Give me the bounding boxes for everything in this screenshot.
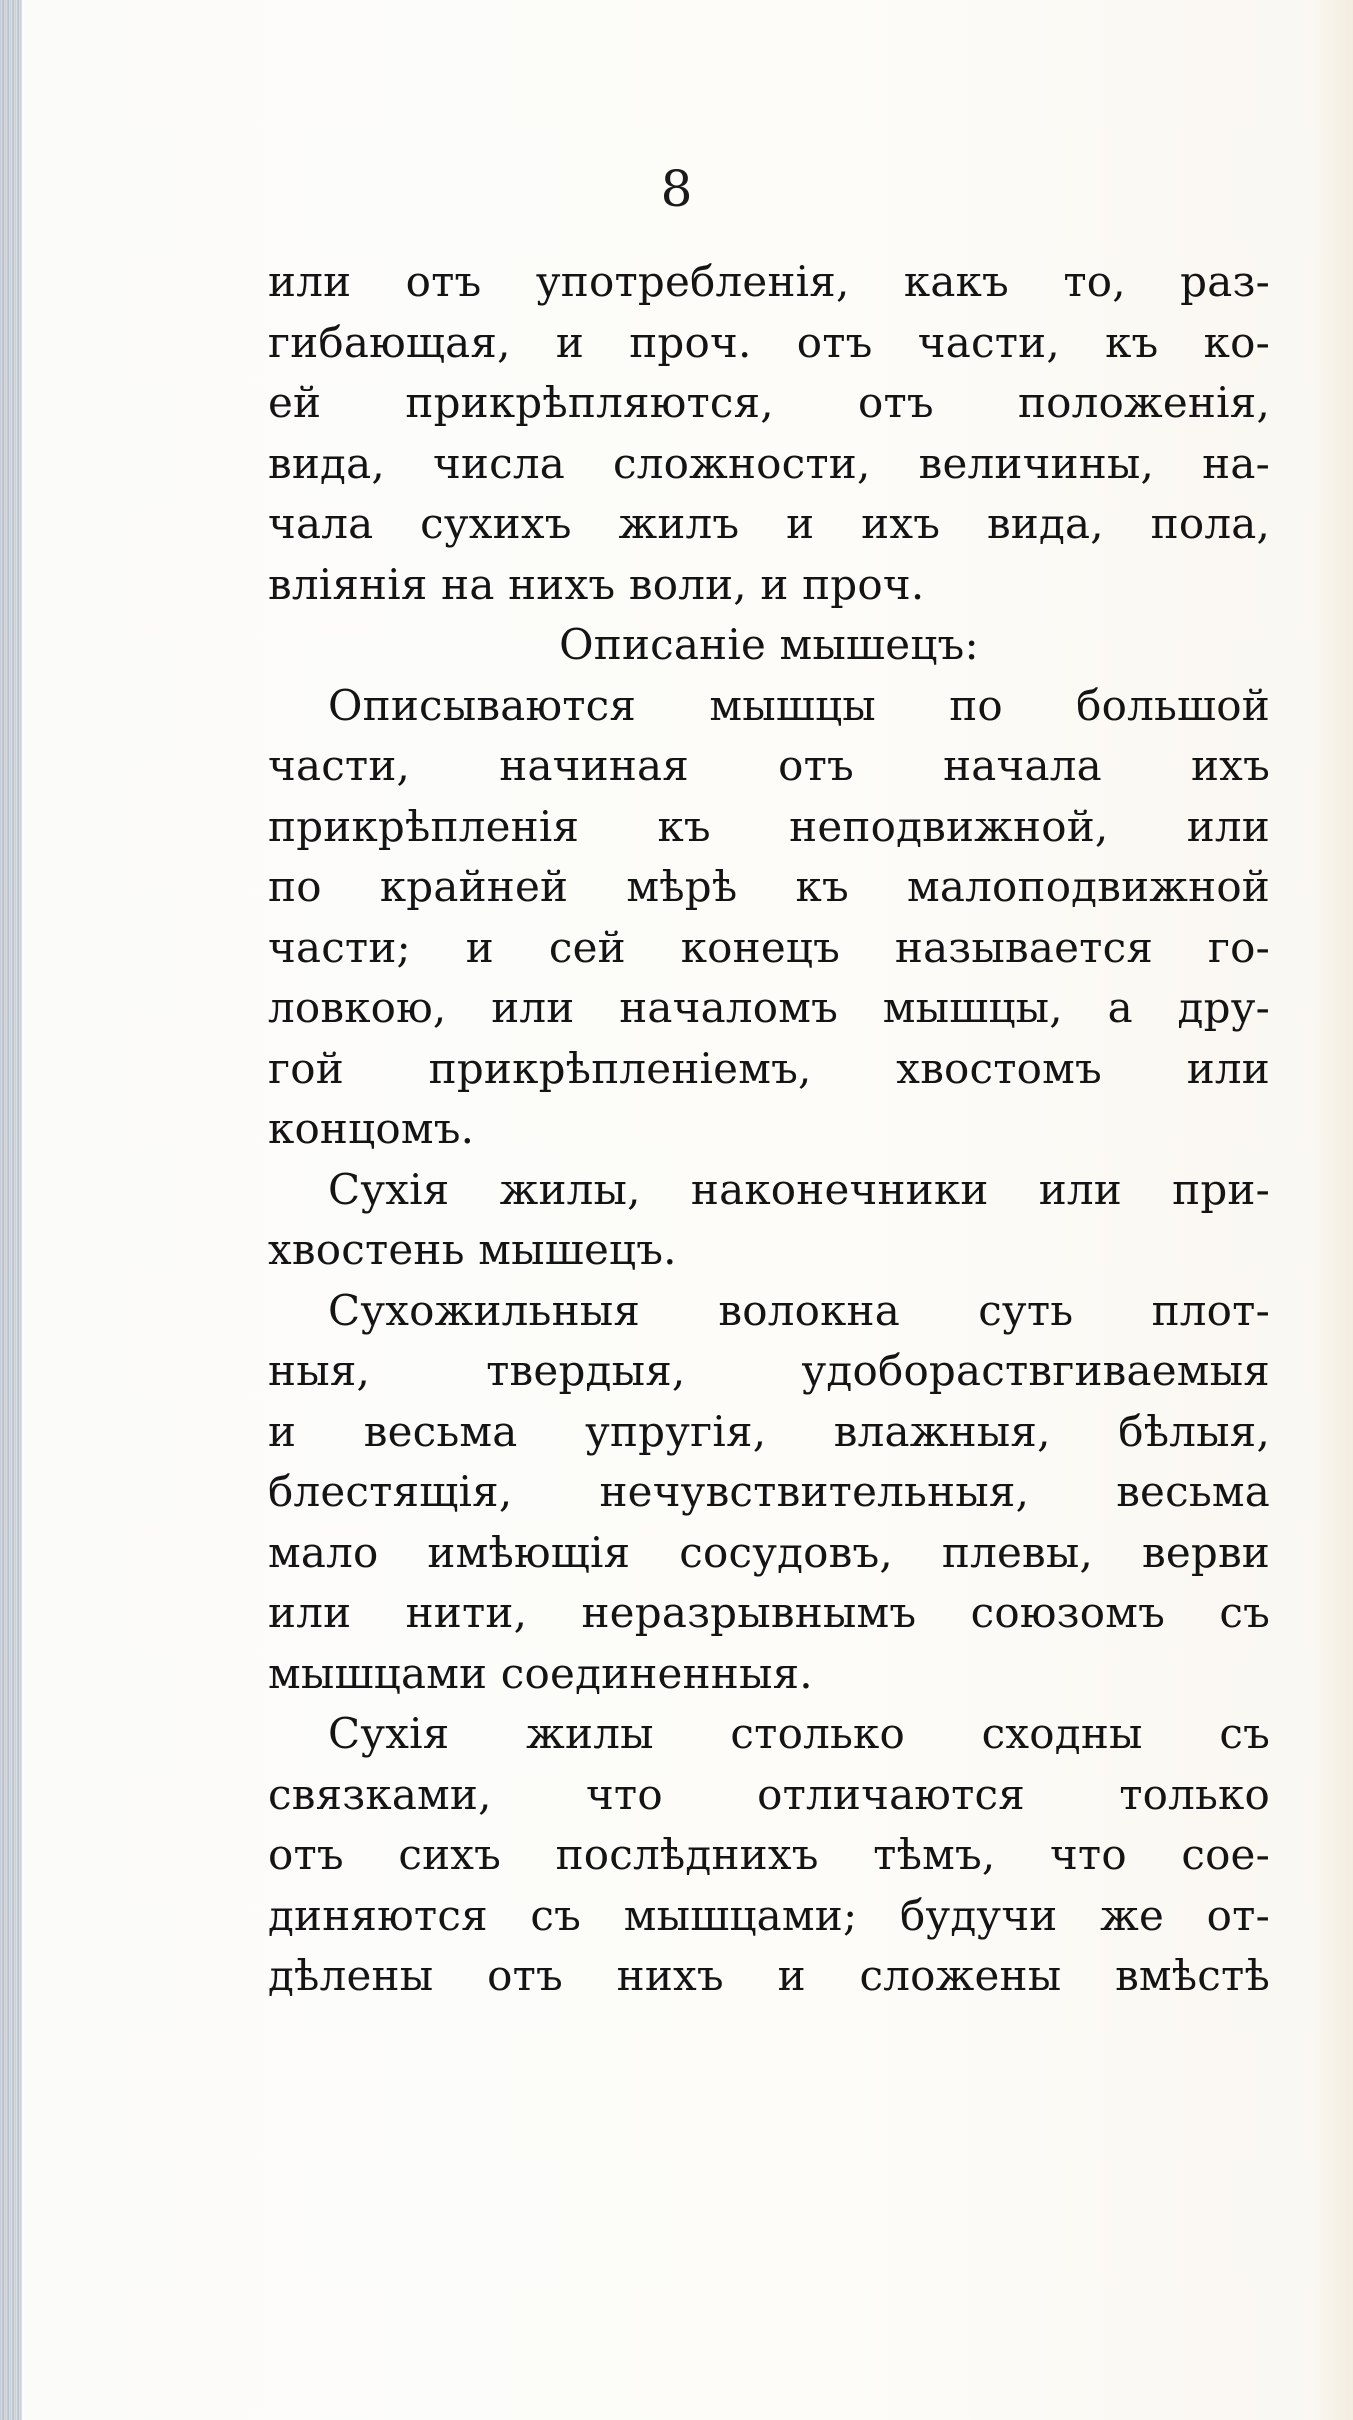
text-line: мышцами соединенныя. — [268, 1648, 813, 1698]
text-line: хвостень мышецъ. — [268, 1225, 677, 1274]
text-line: части, начиная отъ начала ихъ — [268, 741, 1270, 790]
body-text — [268, 252, 1270, 2007]
text-line: и весьма упругія, влажныя, бѣлыя, — [268, 1406, 1270, 1456]
text-line: вида, числа сложности, величины, на- — [268, 438, 1270, 488]
text-line: Описываются мышцы по большой — [328, 680, 1270, 730]
text-line: отъ сихъ послѣднихъ тѣмъ, что сое- — [268, 1830, 1270, 1879]
text-line: гибающая, и проч. отъ части, къ ко- — [268, 317, 1270, 367]
text-line: связками, что отличаются только — [268, 1769, 1270, 1819]
text-line: диняются съ мышцами; будучи же от- — [268, 1890, 1270, 1940]
text-line: гой прикрѣпленіемъ, хвостомъ или — [268, 1043, 1270, 1093]
text-line: или нити, неразрывнымъ союзомъ съ — [268, 1588, 1270, 1637]
text-line: блестящія, нечувствительныя, весьма — [268, 1467, 1270, 1516]
page-number: 8 — [660, 160, 693, 218]
text-line: Сухія жилы столько сходны съ — [328, 1709, 1270, 1758]
page-right-edge — [1313, 0, 1353, 2420]
section-heading: Описаніе мышецъ: — [559, 620, 979, 669]
text-line: вліянія на нихъ воли, и проч. — [268, 559, 925, 609]
text-line: ныя, твердыя, удобораствгиваемыя — [268, 1346, 1270, 1395]
page-spine-edge — [0, 0, 22, 2420]
text-line: Сухожильныя волокна суть плот- — [328, 1285, 1270, 1335]
text-line: дѣлены отъ нихъ и сложены вмѣстѣ — [268, 1951, 1270, 2000]
text-line: концомъ. — [268, 1104, 475, 1153]
text-line: прикрѣпленія къ неподвижной, или — [268, 801, 1270, 851]
text-line: или отъ употребленія, какъ то, раз- — [268, 257, 1270, 306]
text-line: Сухія жилы, наконечники или при- — [328, 1164, 1270, 1214]
text-line: части; и сей конецъ называется го- — [268, 922, 1270, 972]
text-line: ей прикрѣпляются, отъ положенія, — [268, 378, 1270, 427]
text-line: мало имѣющія сосудовъ, плевы, верви — [268, 1527, 1270, 1577]
text-line: чала сухихъ жилъ и ихъ вида, пола, — [268, 499, 1270, 548]
text-line: по крайней мѣрѣ къ малоподвижной — [268, 862, 1270, 911]
text-line: ловкою, или началомъ мышцы, а дру- — [268, 983, 1270, 1032]
